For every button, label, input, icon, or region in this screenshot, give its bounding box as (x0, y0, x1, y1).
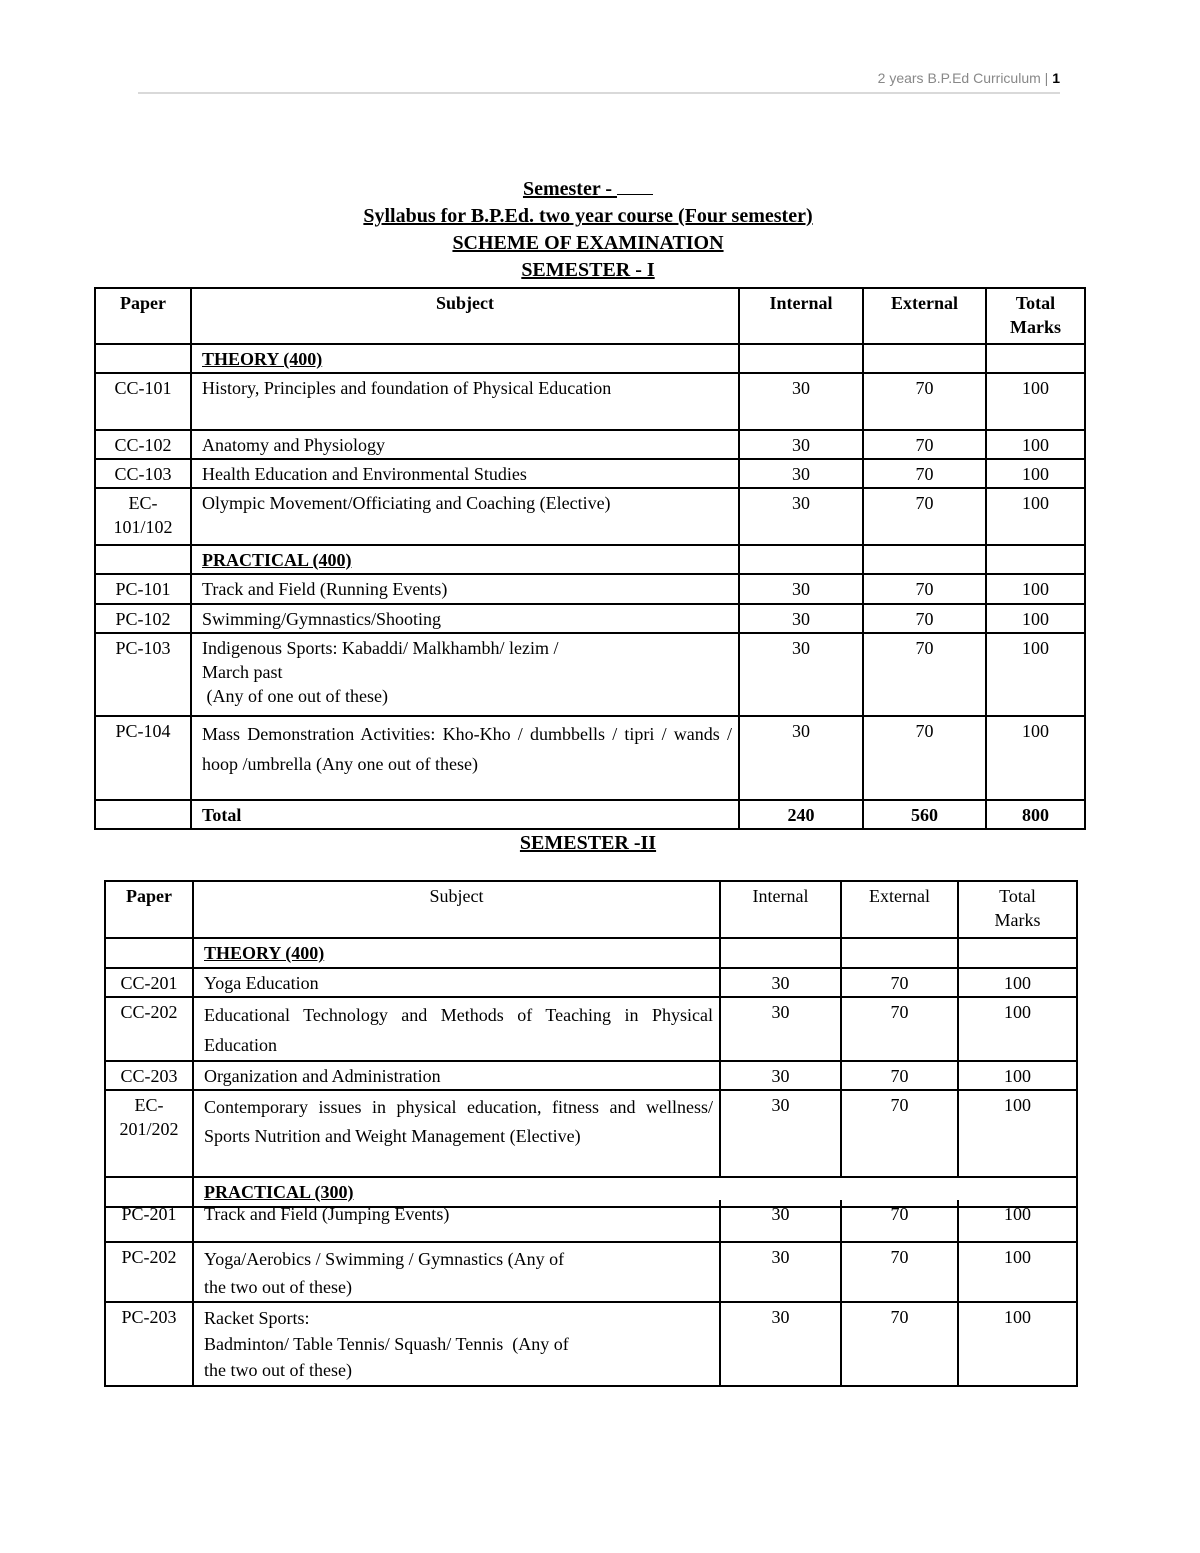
table-header-row (95, 288, 1085, 344)
table-row: CC-102 Anatomy and Physiology 30 70 100 (95, 430, 1085, 459)
semester-heading: Semester - (0, 176, 1176, 203)
table-row: CC-202 Educational Technology and Methods of Teaching in Physical Education 30 70 100 (105, 997, 1077, 1061)
table-row: PC-203 Racket Sports: Badminton/ Table Tennis/ Squash/ Tennis (Any of the two out of these) 30 70 100 (105, 1302, 1077, 1386)
theory-label: THEORY (400) (191, 344, 739, 373)
total-row: Total 240 560 800 (95, 800, 1085, 829)
semester-2-practical-table (104, 1200, 1078, 1387)
semester-2-title: SEMESTER -II (519, 832, 657, 854)
col-paper: Paper (95, 288, 191, 344)
practical-label: PRACTICAL (400) (191, 545, 739, 574)
table-row: CC-201 Yoga Education 30 70 100 (105, 968, 1077, 997)
table-row: PC-103 Indigenous Sports: Kabaddi/ Malkhambh/ lezim / March past (Any of one out of these) 30 70 100 (95, 633, 1085, 716)
semester-2-table (104, 880, 1078, 1208)
header-text: 2 years B.P.Ed Curriculum | (877, 70, 1053, 86)
section-row (105, 938, 1077, 968)
col-subject: Subject (191, 288, 739, 344)
table-row: PC-101 Track and Field (Running Events) 30 70 100 (95, 574, 1085, 604)
practical-label: PRACTICAL (300) (193, 1177, 1077, 1207)
col-external: External (863, 288, 986, 344)
col-internal: Internal (739, 288, 863, 344)
table-row: EC- 201/202 Contemporary issues in physical education, fitness and wellness/ Sports Nutrition and Weight Management (Elective) 30 70 100 (105, 1090, 1077, 1177)
table-row: EC- 101/102 Olympic Movement/Officiating and Coaching (Elective) 30 70 100 (95, 488, 1085, 545)
table-row: PC-104 Mass Demonstration Activities: Kho-Kho / dumbbells / tipri / wands / hoop /umbrella (Any one out of these) 30 70 100 (95, 716, 1085, 800)
table-row: PC-202 Yoga/Aerobics / Swimming / Gymnastics (Any of the two out of these) 30 70 100 (105, 1242, 1077, 1302)
semester-1-table (94, 287, 1086, 830)
col-total: Total Marks (986, 288, 1085, 344)
semester-blank (617, 176, 653, 195)
table-row: CC-101 History, Principles and foundation of Physical Education 30 70 100 (95, 373, 1085, 430)
document-titles (0, 176, 1176, 284)
table-header-row: Paper Subject Internal External Total Marks (105, 881, 1077, 938)
section-row (95, 545, 1085, 574)
table-row: CC-203 Organization and Administration 30 70 100 (105, 1061, 1077, 1090)
page-header (138, 70, 1060, 94)
section-row (95, 344, 1085, 373)
semester-1-title: SEMESTER - I (521, 259, 655, 281)
table-row: PC-201 Track and Field (Jumping Events) 30 70 100 (105, 1200, 1077, 1242)
scheme-title: SCHEME OF EXAMINATION (452, 232, 724, 254)
page-number: 1 (1052, 70, 1060, 86)
syllabus-title: Syllabus for B.P.Ed. two year course (Four semester) (363, 205, 813, 227)
table-row: PC-102 Swimming/Gymnastics/Shooting 30 70 100 (95, 604, 1085, 633)
table-row: CC-103 Health Education and Environmental Studies 30 70 100 (95, 459, 1085, 488)
theory-label: THEORY (400) (193, 938, 720, 968)
